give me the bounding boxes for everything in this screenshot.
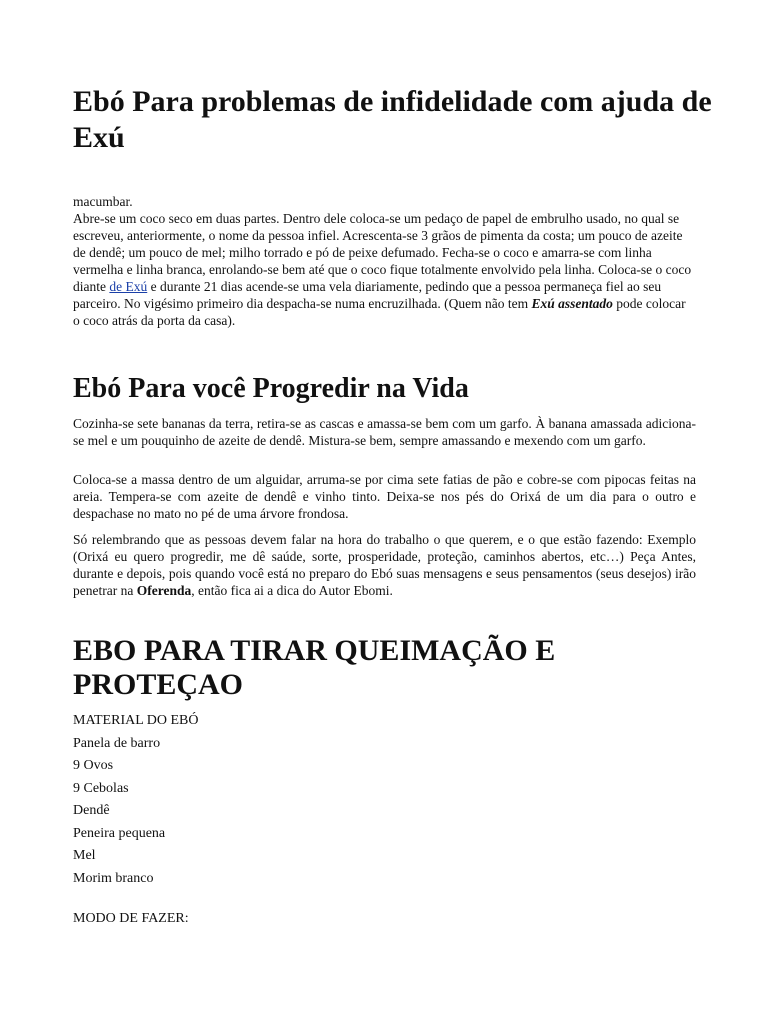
relembrando-text-b: , então fica ai a dica do Autor Ebomi. [191, 583, 393, 598]
paragraph-banana: Cozinha-se sete bananas da terra, retira-se as cascas e amassa-se bem com um garfo. À banana amassada adiciona-se mel e um pouquinho de azeite de dendê. Mistura-se bem, sempre amassando e mexendo com um garfo. [73, 416, 696, 448]
heading-progredir: Ebó Para você Progredir na Vida [73, 373, 469, 404]
paragraph-relembrando [73, 531, 696, 599]
bold-italic-term: Exú assentado [531, 296, 613, 311]
list-item: Peneira pequena [73, 825, 166, 841]
section1-body [73, 193, 693, 329]
paragraph-alguidar: Coloca-se a massa dentro de um alguidar, arruma-se por cima sete fatias de pão e cobre-se com pipocas feitas na areia. Tempera-se com azeite de dendê e vinho tinto. Deixa-se nos pés do Orixá de um dia para o outro e despachase no mato no pé de uma árvore frondosa. [73, 472, 696, 521]
list-item: Mel [73, 848, 96, 863]
heading-queimacao: EBO PARA TIRAR QUEIMAÇÃO E PROTEÇAO [73, 634, 556, 701]
kicker-text: macumbar. [73, 194, 133, 209]
bold-oferenda: Oferenda [136, 583, 192, 598]
body-text-c: pode colocar o coco atrás da porta da casa). [73, 296, 686, 328]
body-text-a: Abre-se um coco seco em duas partes. Dentro dele coloca-se um pedaço de papel de embrulho usado, no qual se escreveu, anteriormente, o nome da pessoa infiel. Acrescenta-se 3 grãos de pimenta da costa; um pouco de azeite de dendê; um pouco de mel; milho torrado e pó de peixe defumado. Fecha-se o coco e amarra-se com linha vermelha e linha branca, enrolando-se bem até que o coco fique totalmente envolvido pela linha. Coloca-se o coco diante [73, 211, 692, 294]
heading-infidelidade: Ebó Para problemas de infidelidade com ajuda de Exú [73, 85, 712, 154]
modo-de-fazer-heading: MODO DE FAZER: [73, 911, 189, 926]
material-heading: MATERIAL DO EBÓ [73, 713, 199, 728]
exu-link[interactable]: de Exú [109, 279, 148, 294]
list-item: Morim branco [73, 870, 154, 886]
material-list [73, 710, 198, 890]
list-item: 9 Ovos [73, 758, 114, 773]
list-item: 9 Cebolas [73, 780, 129, 796]
body-text-b: e durante 21 dias acende-se uma vela diariamente, pedindo que a pessoa permaneça fiel ao seu parceiro. No vigésimo primeiro dia despacha-se numa encruzilhada. (Quem não tem [73, 279, 662, 311]
list-item: Panela de barro [73, 735, 161, 751]
relembrando-text-a: Só relembrando que as pessoas devem falar na hora do trabalho o que querem, e o que estão fazendo: Exemplo (Orixá eu quero progredir, me dê saúde, sorte, prosperidade, proteção, caminhos abertos, etc…) Peça Antes, durante e depois, pois quando você está no preparo do Ebó suas mensagens e seus pensamentos (seus desejos) irão penetrar na [73, 532, 696, 598]
list-item: Dendê [73, 803, 110, 818]
